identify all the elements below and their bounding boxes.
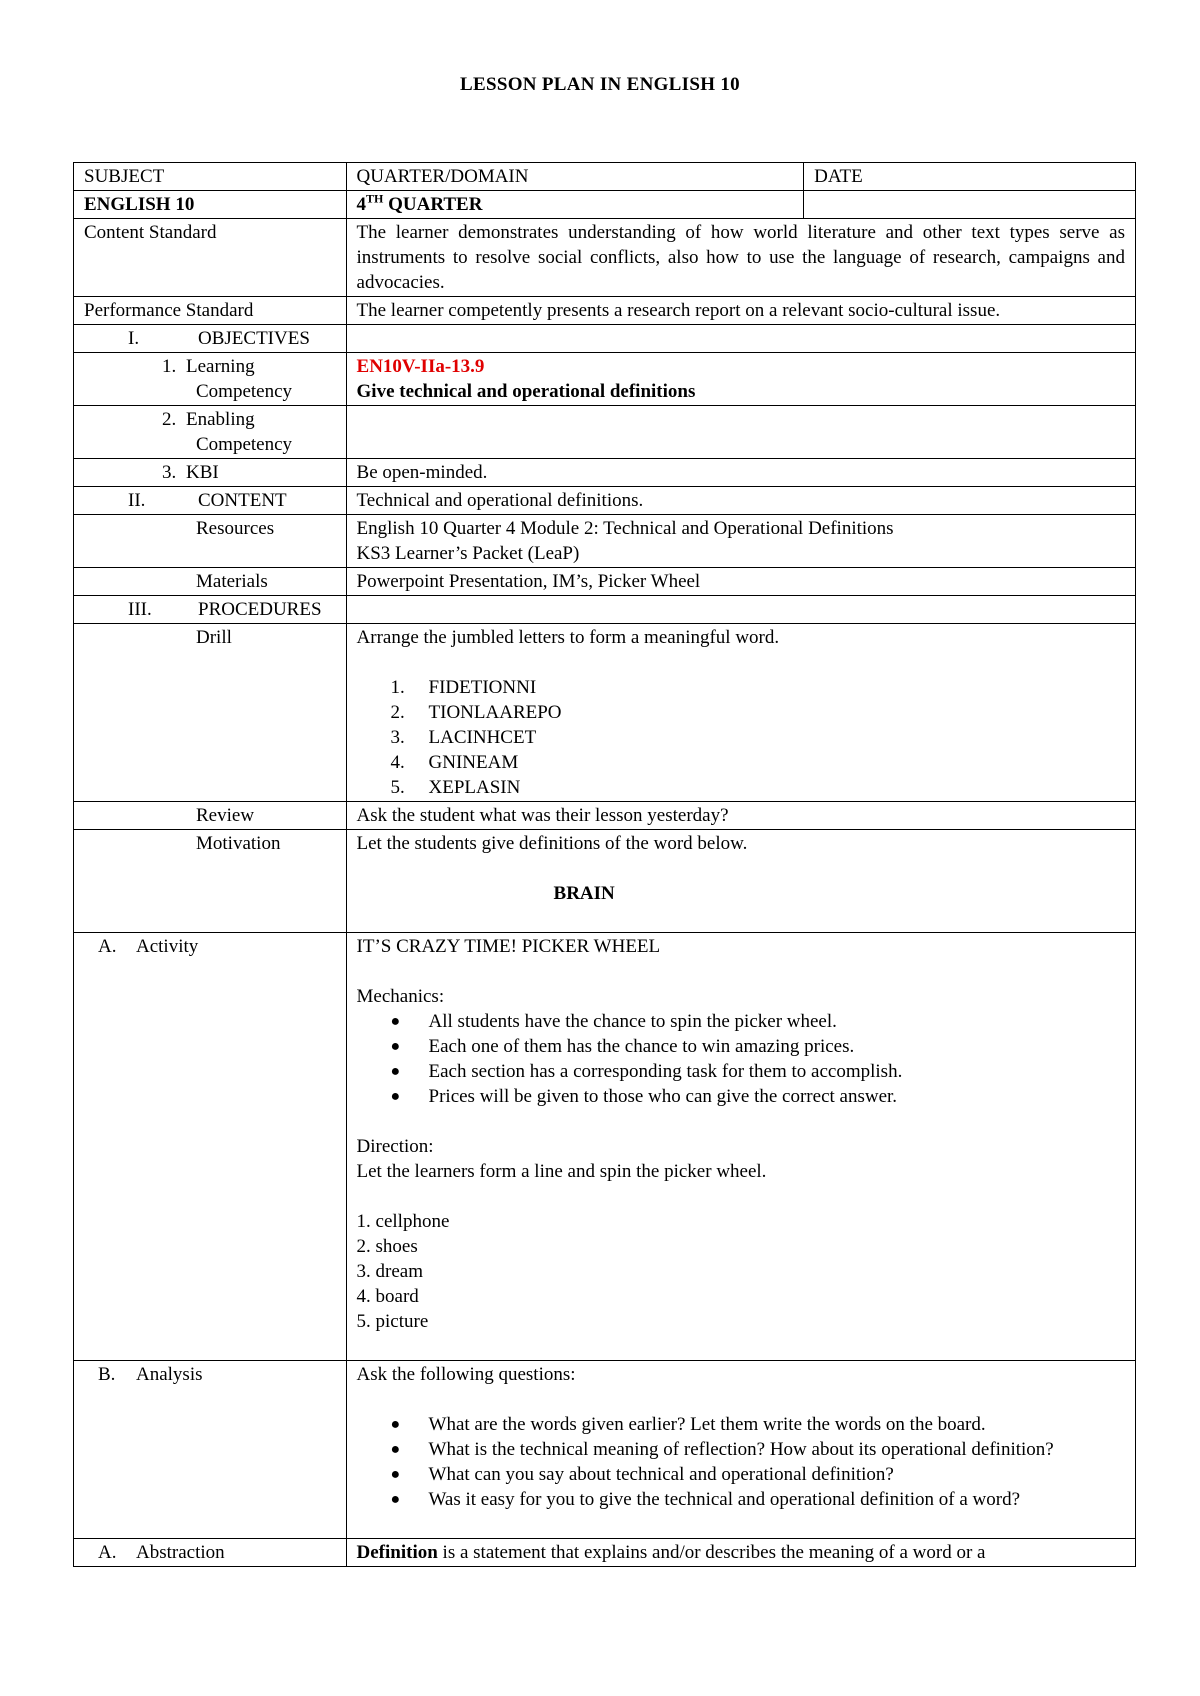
review-label: Review	[74, 802, 347, 830]
content-heading: II. CONTENT	[74, 487, 347, 515]
table-row	[74, 1539, 1136, 1567]
table-row	[74, 596, 1136, 624]
lesson-plan-table	[73, 162, 1136, 1567]
list-item: ● Prices will be given to those who can give the correct answer.	[390, 1086, 898, 1107]
list-item: ● All students have the chance to spin the picker wheel.	[390, 1011, 837, 1032]
list-item: 5. picture	[356, 1311, 429, 1332]
drill-label: Drill	[74, 624, 347, 802]
table-row	[74, 933, 1136, 1361]
table-row	[74, 163, 1136, 191]
procedures-heading: III. PROCEDURES	[74, 596, 347, 624]
subject-value: ENGLISH 10	[74, 191, 347, 219]
materials-text: Powerpoint Presentation, IM’s, Picker Wheel	[346, 568, 1135, 596]
performance-standard-label: Performance Standard	[74, 297, 347, 325]
table-row	[74, 459, 1136, 487]
table-row	[74, 515, 1136, 568]
bullet-icon: ●	[390, 1088, 401, 1105]
kbi-label: 3. KBI	[74, 459, 347, 487]
bullet-icon: ●	[390, 1063, 401, 1080]
kbi-text: Be open-minded.	[346, 459, 1135, 487]
content-standard-label: Content Standard	[74, 219, 347, 297]
table-row	[74, 487, 1136, 515]
review-text: Ask the student what was their lesson yesterday?	[346, 802, 1135, 830]
questions-list	[357, 1412, 1125, 1512]
learning-competency-label: 1. Learning Competency	[74, 353, 347, 406]
list-item: ● What is the technical meaning of reflection? How about its operational definition?	[390, 1439, 1054, 1460]
table-row	[74, 353, 1136, 406]
list-item: 2. shoes	[356, 1236, 418, 1257]
mechanics-list	[357, 1009, 1125, 1109]
list-item: 3. dream	[356, 1261, 423, 1282]
list-item: ● Each section has a corresponding task for them to accomplish.	[390, 1061, 903, 1082]
enabling-competency-label: 2. Enabling Competency	[74, 406, 347, 459]
performance-standard-text: The learner competently presents a research report on a relevant socio-cultural issue.	[346, 297, 1135, 325]
bullet-icon: ●	[390, 1491, 401, 1508]
analysis-label: B. Analysis	[74, 1361, 347, 1539]
quarter-label: QUARTER/DOMAIN	[346, 163, 804, 191]
motivation-word: BRAIN	[553, 883, 615, 904]
table-row	[74, 568, 1136, 596]
table-row	[74, 830, 1136, 933]
activity-label: A. Activity	[74, 933, 347, 1361]
table-row	[74, 1361, 1136, 1539]
list-item: 4. GNINEAM	[390, 752, 519, 773]
materials-label: Materials	[74, 568, 347, 596]
list-item: ● Was it easy for you to give the technical and operational definition of a word?	[390, 1489, 1021, 1510]
motivation-content: Let the students give definitions of the word below. BRAIN	[346, 830, 1135, 933]
table-row	[74, 297, 1136, 325]
subject-label: SUBJECT	[74, 163, 347, 191]
bullet-icon: ●	[390, 1013, 401, 1030]
quarter-value: 4TH QUARTER	[346, 191, 804, 219]
table-row	[74, 802, 1136, 830]
list-item: 4. board	[356, 1286, 419, 1307]
objectives-heading: I. OBJECTIVES	[74, 325, 347, 353]
bullet-icon: ●	[390, 1441, 401, 1458]
list-item: 5. XEPLASIN	[390, 777, 521, 798]
abstraction-text: Definition is a statement that explains and/or describes the meaning of a word or a	[346, 1539, 1135, 1567]
enabling-competency-text	[346, 406, 1135, 459]
table-row	[74, 624, 1136, 802]
resources-label: Resources	[74, 515, 347, 568]
table-row	[74, 406, 1136, 459]
bullet-icon: ●	[390, 1038, 401, 1055]
abstraction-label: A. Abstraction	[74, 1539, 347, 1567]
bullet-icon: ●	[390, 1416, 401, 1433]
list-item: 3. LACINHCET	[390, 727, 537, 748]
list-item: 1. cellphone	[356, 1211, 450, 1232]
date-value	[804, 191, 1136, 219]
analysis-content: Ask the following questions: ● What are the words given earlier? Let them write the words on the board. ● What is the technical meaning of reflection? How about its operational definition? ● What can you say about technical and operational definition? ● Was it easy for you to give the technical and operational definition of a word?	[346, 1361, 1135, 1539]
resources-text: English 10 Quarter 4 Module 2: Technical and Operational Definitions KS3 Learner’s Packet (LeaP)	[346, 515, 1135, 568]
date-label: DATE	[804, 163, 1136, 191]
content-text: Technical and operational definitions.	[346, 487, 1135, 515]
bullet-icon: ●	[390, 1466, 401, 1483]
drill-list	[357, 675, 1125, 800]
table-row	[74, 191, 1136, 219]
list-item: ● What are the words given earlier? Let them write the words on the board.	[390, 1414, 986, 1435]
motivation-label: Motivation	[74, 830, 347, 933]
activity-content: IT’S CRAZY TIME! PICKER WHEEL Mechanics: ● All students have the chance to spin the picker wheel. ● Each one of them has the chance to win amazing prices. ● Each section has a corresponding task for them to accomplish. ● Prices will be given to those who can give the correct answer. Direction: Let the learners form a line and spin the picker wheel. 1. cellphone 2. shoes 3. dream 4. board 5. picture	[346, 933, 1135, 1361]
learning-competency-text: EN10V-IIa-13.9 Give technical and operational definitions	[346, 353, 1135, 406]
table-row	[74, 219, 1136, 297]
list-item: 1. FIDETIONNI	[390, 677, 537, 698]
drill-content: Arrange the jumbled letters to form a meaningful word. 1. FIDETIONNI 2. TIONLAAREPO 3. LACINHCET 4. GNINEAM 5. XEPLASIN	[346, 624, 1135, 802]
list-item: 2. TIONLAAREPO	[390, 702, 562, 723]
table-row	[74, 325, 1136, 353]
list-item: ● Each one of them has the chance to win amazing prices.	[390, 1036, 855, 1057]
list-item: ● What can you say about technical and operational definition?	[390, 1464, 894, 1485]
content-standard-text: The learner demonstrates understanding of how world literature and other text types serve as instruments to resolve social conflicts, also how to use the language of research, campaigns and advocacies.	[346, 219, 1135, 297]
page-title: LESSON PLAN IN ENGLISH 10	[460, 74, 740, 95]
